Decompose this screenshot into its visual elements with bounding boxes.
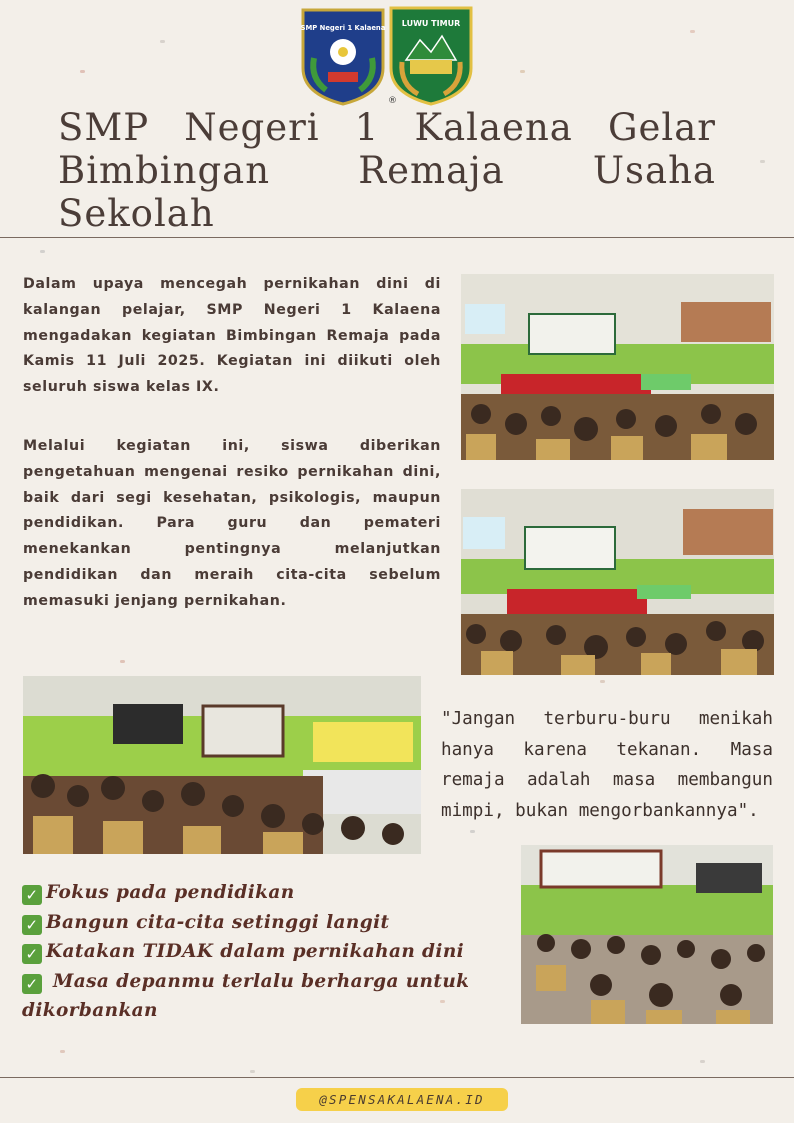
checklist-item: ✓ Katakan TIDAK dalam pernikahan dini [22, 937, 510, 967]
svg-text:SMP Negeri 1 Kalaena: SMP Negeri 1 Kalaena [300, 24, 386, 32]
school-logo [300, 6, 386, 106]
paragraph-details: Melalui kegiatan ini, siswa diberikan pengetahuan mengenai resiko pernikahan dini, baik dari segi kesehatan, psikologis, maupun pendidikan. Para guru dan pemateri menekankan pentingnya melanjutkan pendidikan dan meraih cita-cita sebelum memasuki jenjang pernikahan. [23, 438, 441, 609]
checklist-item: ✓ Masa depanmu terlalu berharga untuk dikorbankan [22, 970, 470, 1021]
paragraph-intro: Dalam upaya mencegah pernikahan dini di kalangan pelajar, SMP Negeri 1 Kalaena mengadakan kegiatan Bimbingan Remaja pada Kamis 11 Juli 2025. Kegiatan ini diikuti oleh seluruh siswa kelas IX. [23, 276, 441, 396]
check-mark-icon: ✓ [22, 885, 42, 905]
photo-students-floor [521, 845, 773, 1024]
check-mark-icon: ✓ [22, 915, 42, 935]
checklist-item: ✓ Fokus pada pendidikan [22, 878, 510, 908]
regency-logo [388, 4, 474, 108]
checklist-item: ✓ Bangun cita-cita setinggi langit [22, 908, 510, 938]
article-title: SMP Negeri 1 Kalaena Gelar Bimbingan Remaja Usaha Sekolah [58, 106, 716, 235]
photo-seminar-speaker [461, 489, 774, 675]
quote-text: "Jangan terburu-buru menikah hanya karena tekanan. Masa remaja adalah masa membangun mimpi, bukan mengorbankannya". [441, 709, 773, 821]
divider-top [0, 237, 794, 238]
photo-seminar-front [461, 274, 774, 460]
check-mark-icon: ✓ [22, 944, 42, 964]
tips-checklist [22, 878, 510, 1026]
check-mark-icon: ✓ [22, 974, 42, 994]
registered-mark: ® [388, 96, 397, 106]
svg-text:LUWU TIMUR: LUWU TIMUR [401, 19, 461, 28]
photo-students-hall [23, 676, 421, 854]
logo-group [300, 4, 480, 108]
social-handle[interactable]: @SPENSAKALAENA.ID [296, 1088, 508, 1111]
divider-bottom [0, 1077, 794, 1078]
